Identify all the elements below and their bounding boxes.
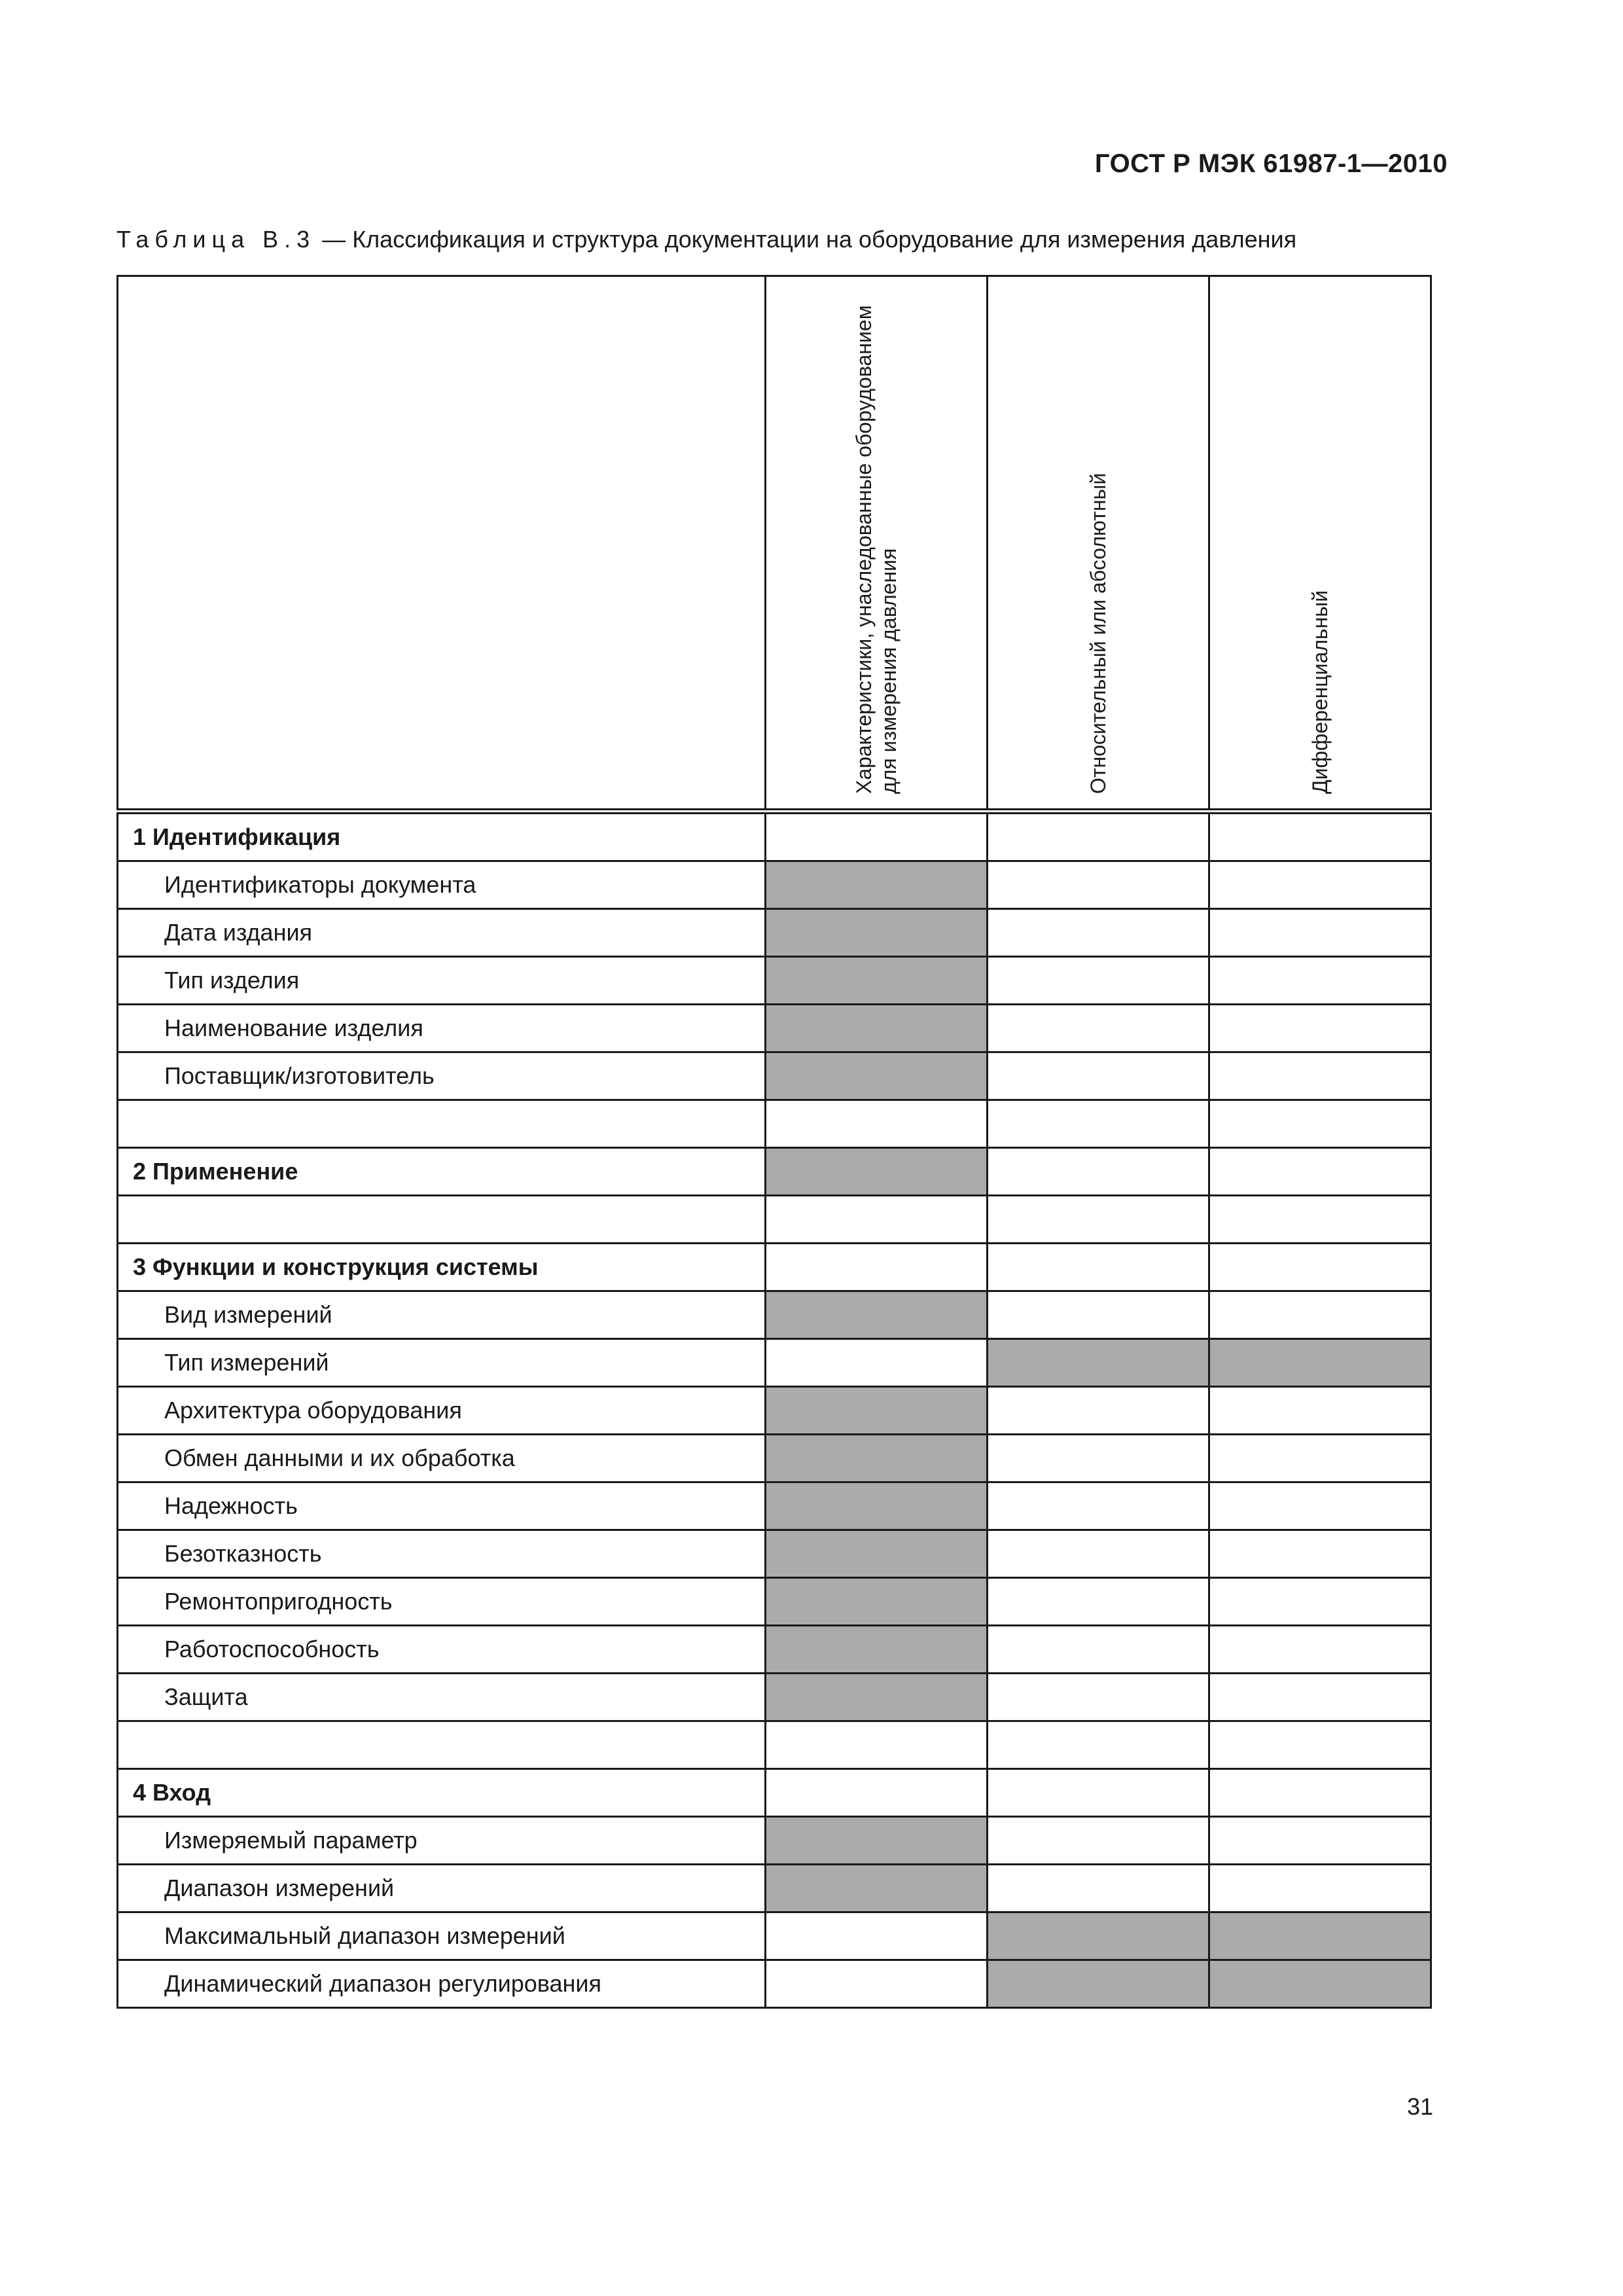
classification-cell [988,861,1209,909]
classification-cell [766,957,988,1005]
classification-cell [988,957,1209,1005]
table-row [118,1817,1431,1865]
classification-cell [988,1865,1209,1912]
table-row [118,861,1431,909]
classification-cell [1209,1291,1431,1339]
classification-cell [766,1387,988,1435]
item-label: Надежность [118,1482,766,1530]
header-col-relative-absolute-label: Относительный или абсолютный [1086,473,1110,794]
classification-cell [766,1244,988,1291]
table-header-row [118,276,1431,812]
classification-cell [988,1387,1209,1435]
classification-cell [988,1626,1209,1674]
table-row [118,1052,1431,1100]
classification-cell [766,861,988,909]
table-caption-label: Таблица В.3 [116,226,316,253]
table-row [118,1387,1431,1435]
item-label: Безотказность [118,1530,766,1578]
header-col-relative-absolute [988,276,1209,812]
classification-cell [1209,1912,1431,1960]
item-label: Вид измерений [118,1291,766,1339]
item-label: Ремонтопригодность [118,1578,766,1626]
blank-cell [118,1196,766,1244]
table-row [118,957,1431,1005]
item-label: Тип измерений [118,1339,766,1387]
classification-cell [1209,1721,1431,1769]
table-row [118,1960,1431,2008]
classification-cell [766,1148,988,1196]
classification-cell [766,1005,988,1052]
classification-cell [766,1817,988,1865]
classification-cell [766,1196,988,1244]
classification-cell [988,812,1209,861]
table-row [118,1721,1431,1769]
classification-cell [988,1578,1209,1626]
classification-cell [1209,812,1431,861]
table-row [118,1482,1431,1530]
classification-cell [1209,1674,1431,1721]
section-label: 3 Функции и конструкция системы [118,1244,766,1291]
classification-cell [988,1817,1209,1865]
item-label: Динамический диапазон регулирования [118,1960,766,2008]
section-label: 2 Применение [118,1148,766,1196]
table-row [118,1912,1431,1960]
item-label: Работоспособность [118,1626,766,1674]
item-label: Дата издания [118,909,766,957]
header-col-differential-label: Дифференциальный [1308,590,1332,794]
classification-cell [766,1578,988,1626]
item-label: Максимальный диапазон измерений [118,1912,766,1960]
table-row [118,1148,1431,1196]
classification-cell [766,1339,988,1387]
item-label: Защита [118,1674,766,1721]
classification-cell [988,1435,1209,1482]
table-row [118,1005,1431,1052]
classification-cell [1209,1960,1431,2008]
table-caption [116,226,1296,253]
classification-cell [1209,1435,1431,1482]
classification-cell [1209,1244,1431,1291]
section-label: 1 Идентификация [118,812,766,861]
classification-cell [1209,1196,1431,1244]
item-label: Идентификаторы документа [118,861,766,909]
classification-cell [1209,1052,1431,1100]
classification-cell [988,1148,1209,1196]
table-row [118,1578,1431,1626]
classification-cell [1209,1769,1431,1817]
classification-cell [988,1674,1209,1721]
classification-cell [988,1244,1209,1291]
table-row [118,1291,1431,1339]
classification-cell [988,1530,1209,1578]
table-row [118,1769,1431,1817]
classification-cell [988,1052,1209,1100]
classification-cell [1209,1530,1431,1578]
classification-cell [988,1960,1209,2008]
classification-cell [988,1482,1209,1530]
table-row [118,812,1431,861]
classification-cell [766,1100,988,1148]
classification-cell [1209,1148,1431,1196]
classification-cell [1209,1578,1431,1626]
item-label: Поставщик/изготовитель [118,1052,766,1100]
header-empty-cell [118,276,766,812]
classification-cell [766,812,988,861]
classification-cell [766,1912,988,1960]
classification-cell [988,1769,1209,1817]
classification-cell [766,1721,988,1769]
item-label: Обмен данными и их обработка [118,1435,766,1482]
classification-cell [1209,957,1431,1005]
document-code: ГОСТ Р МЭК 61987-1—2010 [1094,149,1448,178]
classification-cell [1209,1100,1431,1148]
classification-cell [1209,1817,1431,1865]
classification-cell [988,1291,1209,1339]
classification-cell [766,1482,988,1530]
classification-cell [766,1626,988,1674]
table-row [118,1865,1431,1912]
blank-cell [118,1100,766,1148]
table-row [118,909,1431,957]
table-row [118,1100,1431,1148]
classification-cell [1209,1005,1431,1052]
classification-cell [766,1674,988,1721]
item-label: Тип изделия [118,957,766,1005]
classification-cell [766,909,988,957]
table-row [118,1244,1431,1291]
table-row [118,1674,1431,1721]
table-row [118,1435,1431,1482]
classification-cell [988,1912,1209,1960]
classification-cell [1209,1626,1431,1674]
classification-cell [988,1721,1209,1769]
classification-cell [1209,861,1431,909]
classification-cell [988,1100,1209,1148]
header-col-inherited-label: Характеристики, унаследованные оборудованием для измерения давления [852,305,901,794]
classification-cell [766,1865,988,1912]
item-label: Наименование изделия [118,1005,766,1052]
table-caption-text: — Классификация и структура документации на оборудование для измерения давления [315,226,1297,253]
classification-cell [1209,909,1431,957]
classification-cell [766,1052,988,1100]
classification-cell [1209,1339,1431,1387]
table-row [118,1530,1431,1578]
table-row [118,1196,1431,1244]
classification-cell [766,1435,988,1482]
table-row [118,1339,1431,1387]
page-number: 31 [1406,2093,1433,2120]
classification-cell [766,1769,988,1817]
classification-table [116,275,1432,2009]
classification-cell [766,1960,988,2008]
classification-cell [1209,1482,1431,1530]
classification-cell [1209,1387,1431,1435]
table-row [118,1626,1431,1674]
item-label: Диапазон измерений [118,1865,766,1912]
blank-cell [118,1721,766,1769]
item-label: Архитектура оборудования [118,1387,766,1435]
classification-cell [988,1005,1209,1052]
header-col-inherited [766,276,988,812]
classification-cell [988,1196,1209,1244]
classification-cell [988,1339,1209,1387]
item-label: Измеряемый параметр [118,1817,766,1865]
classification-cell [766,1291,988,1339]
header-col-differential [1209,276,1431,812]
classification-cell [766,1530,988,1578]
classification-cell [988,909,1209,957]
classification-cell [1209,1865,1431,1912]
section-label: 4 Вход [118,1769,766,1817]
